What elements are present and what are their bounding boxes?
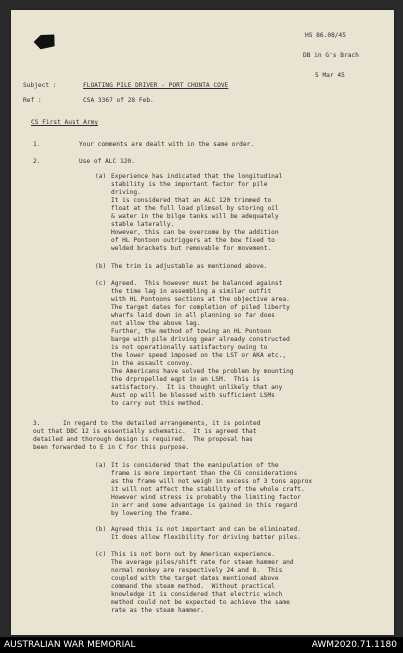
paragraph-2a-label: (a) xyxy=(95,173,107,180)
header-reference-1: HS 86.08/45 xyxy=(305,32,346,39)
text-line: Further, the method of towing an HL Pontoon xyxy=(111,328,272,335)
text-line: in arr and some advantage is gained in this regard xyxy=(111,502,298,509)
archive-item-id: AWM2020.71.1180 xyxy=(311,640,397,650)
text-line: knowledge it is considered that electric winch xyxy=(111,591,283,598)
text-line: as the frame will not weigh in excess of 3 tons approx xyxy=(111,478,313,485)
text-line: float at the full load plimsol by storing oil xyxy=(111,205,279,212)
text-line: Aust op will be blessed with sufficient LSMs xyxy=(111,392,275,399)
text-line: not allow the above lag. xyxy=(111,320,201,327)
text-line: wharfs laid down in all planning so far does xyxy=(111,312,275,319)
paragraph-2b-text: The trim is adjustable as mentioned above. xyxy=(111,263,268,270)
paragraph-2c-label: (c) xyxy=(95,280,107,287)
text-line: The average piles/shift rate for steam hammer and xyxy=(111,559,294,566)
text-line: driving. xyxy=(111,189,141,196)
text-line: it will not affect the stability of the whole craft. xyxy=(111,486,305,493)
text-line: welded brackets but removable for movement. xyxy=(111,245,272,252)
text-line: In regard to the detailed arrangements, it is pointed xyxy=(63,420,261,427)
text-line: detailed and thorough design is required. The proposal has xyxy=(33,436,253,443)
text-line: The target dates for completion of piled liberty xyxy=(111,304,290,311)
text-line: It is considered that the manipulation of the xyxy=(111,462,279,469)
paragraph-2-heading: Use of ALC 120. xyxy=(79,158,135,165)
archive-footer-bar xyxy=(0,637,403,653)
archive-name: AUSTRALIAN WAR MEMORIAL xyxy=(4,640,136,650)
text-line: been forwarded to E in C for this purpose. xyxy=(33,444,190,451)
paragraph-3-number: 3. xyxy=(33,420,41,427)
text-line: barge with pile driving gear already constructed xyxy=(111,336,290,343)
ref-label: Ref : xyxy=(23,97,42,104)
text-line: The Americans have solved the problem by mounting xyxy=(111,368,294,375)
text-line: satisfactory. It is thought unlikely that any xyxy=(111,384,283,391)
text-line: stable laterally. xyxy=(111,221,175,228)
text-line: stability is the important factor for pile xyxy=(111,181,268,188)
paragraph-2-number: 2. xyxy=(33,158,41,165)
text-line: Agreed. This however must be balanced against xyxy=(111,280,283,287)
text-line: This is not born out by American experience. xyxy=(111,551,275,558)
paragraph-3b-label: (b) xyxy=(95,526,107,533)
paragraph-3a-label: (a) xyxy=(95,462,107,469)
text-line: frame is more important than the CG considerations xyxy=(111,470,298,477)
text-line: It is considered that an ALC 120 trimmed to xyxy=(111,197,272,204)
text-line: is not operationally satisfactory owing to xyxy=(111,344,268,351)
text-line: to carry out this method. xyxy=(111,400,205,407)
text-line: the drpropelled eqpt in an LSM. This is xyxy=(111,376,261,383)
paragraph-1-text: Your comments are dealt with in the same order. xyxy=(79,141,255,148)
text-line: Experience has indicated that the longitudinal xyxy=(111,173,283,180)
text-line: with HL Pontoons sections at the objective area. xyxy=(111,296,290,303)
text-line: coupled with the target dates mentioned above xyxy=(111,575,279,582)
paper-clip-mark xyxy=(32,31,58,52)
subject-label: Subject : xyxy=(23,82,57,89)
header-reference-2: DB in G's Brach xyxy=(303,52,359,59)
ref-value: CSA 3367 of 28 Feb. xyxy=(83,97,154,104)
text-line: of HL Pontoon outriggers at the bow fixed to xyxy=(111,237,275,244)
text-line: rate as the steam hammer. xyxy=(111,607,205,614)
paragraph-2b-label: (b) xyxy=(95,263,107,270)
text-line: command the steam method. Without practical xyxy=(111,583,275,590)
text-line: in the assault convoy. xyxy=(111,360,193,367)
text-line: by lowering the frame. xyxy=(111,510,193,517)
text-line: It does allow flexibility for driving batter piles. xyxy=(111,534,301,541)
text-line: normal monkey are respectively 24 and 8. This xyxy=(111,567,283,574)
subject-value: FLOATING PILE DRIVER - PORT CHONTA COVE xyxy=(83,82,229,89)
text-line: Agreed this is not important and can be eliminated. xyxy=(111,526,301,533)
text-line: However wind stress is probably the limiting factor xyxy=(111,494,301,501)
text-line: & water in the bilge tanks will be adequately xyxy=(111,213,279,220)
paragraph-1-number: 1. xyxy=(33,141,41,148)
text-line: However, this can be overcome by the addition xyxy=(111,229,279,236)
text-line: the time lag in assembling a similar outfit xyxy=(111,288,272,295)
text-line: method could not be expected to achieve the same xyxy=(111,599,290,606)
paragraph-3c-label: (c) xyxy=(95,551,107,558)
text-line: out that DBC 12 is essentially schematic. It is agreed that xyxy=(33,428,257,435)
addressee: CS First Aust Army xyxy=(31,119,99,126)
text-line: the lower speed imposed on the LST or AKA etc., xyxy=(111,352,287,359)
document-page xyxy=(11,10,394,635)
header-date: 5 Mar 45 xyxy=(315,72,345,79)
